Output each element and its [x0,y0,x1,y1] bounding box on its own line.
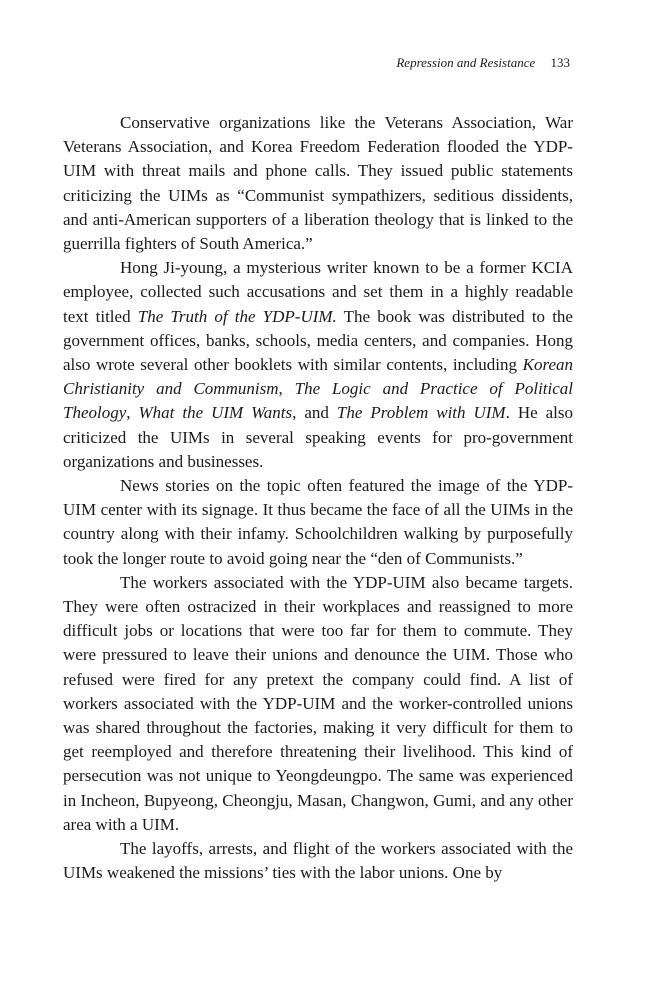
book-title: The Truth of the YDP-UIM. [137,306,337,326]
paragraph-4 [63,571,573,837]
running-head-title: Repression and Resistance [396,55,536,70]
book-title: What the UIM Wants [138,403,293,423]
running-head [396,55,570,71]
paragraph-1 [63,111,573,256]
text-run: , and [292,403,337,423]
page-number: 133 [550,55,570,70]
text-run: Conservative organizations like the Veterans Association, War Veterans Association, and Korea Freedom Federation flooded the YDP-UIM with threat mails and phone calls. They issued public statements criticizing the UIMs as “Communist sympathizers, seditious dissidents, and anti-American supporters of a liberation theology that is linked to the guerrilla fighters of South America.” [63,113,573,254]
paragraph-3 [63,474,573,571]
book-title: Korean Christianity and Communism [63,355,573,399]
text-run: The book was distributed to the government offices, banks, schools, media centers, and companies. Hong also wrote several other booklets with similar contents, including [63,306,573,375]
body-text [63,111,573,886]
book-title: The Logic and Practice of Political Theology [63,379,574,423]
text-run: , [278,379,295,399]
text-run: News stories on the topic often featured the image of the YDP-UIM center with its signage. It thus became the face of all the UIMs in the country along with their infamy. Schoolchildren walking by purposefully took the longer route to avoid going near the “den of Communists.” [63,476,573,568]
text-run: Hong Ji-young, a mysterious writer known to be a former KCIA employee, collected such accusations and set them in a highly readable text titled [63,258,573,326]
book-title: The Problem with UIM [336,403,506,423]
text-run: . He also criticized the UIMs in several speaking events for pro-government organizations and businesses. [63,403,573,471]
paragraph-2 [63,256,573,474]
paragraph-5 [63,837,573,885]
text-run: The workers associated with the YDP-UIM also became targets. They were often ostracized in their workplaces and reassigned to more difficult jobs or locations that were too far for them to commute. They were pressured to leave their unions and denounce the UIM. Those who refused were fired for any pretext the company could find. A list of workers associated with the YDP-UIM and the worker-controlled unions was shared throughout the factories, making it very difficult for them to get reemployed and therefore threatening their livelihood. This kind of persecution was not unique to Yeongdeungpo. The same was experienced in Incheon, Bupyeong, Cheongju, Masan, Changwon, Gumi, and any other area with a UIM. [63,572,573,834]
text-run: The layoffs, arrests, and flight of the workers associated with the UIMs weakened the missions’ ties with the labor unions. One by [63,839,573,883]
text-run: , [126,403,139,423]
